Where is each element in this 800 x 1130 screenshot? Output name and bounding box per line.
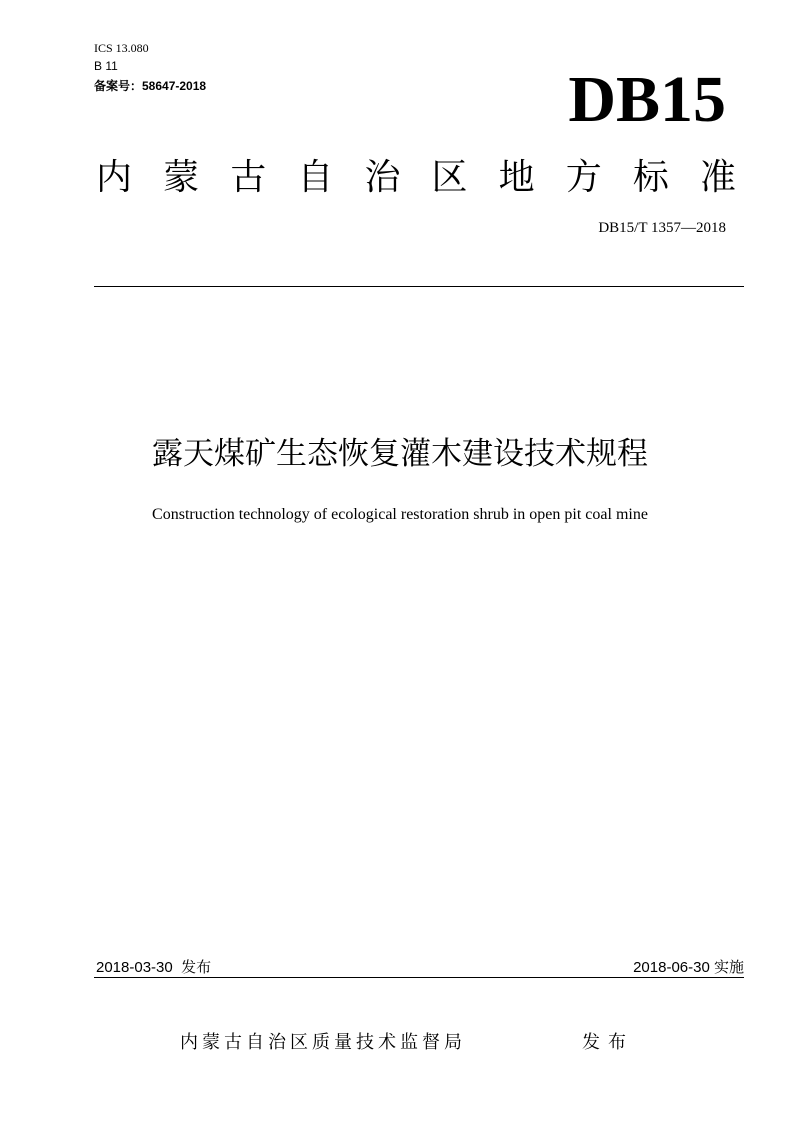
standard-code-logo: DB15 (568, 63, 726, 136)
title-char: 治 (364, 156, 401, 197)
title-char: 内 (96, 156, 133, 197)
classification-code: B 11 (94, 59, 118, 73)
standard-number: DB15/T 1357—2018 (598, 220, 726, 236)
standard-category-title (96, 152, 736, 202)
title-char: 地 (498, 156, 535, 197)
document-title: 露天煤矿生态恢复灌木建设技术规程 (152, 436, 648, 471)
title-char: 蒙 (163, 156, 200, 197)
record-number: 备案号：58647-2018 (94, 79, 207, 93)
title-char: 自 (297, 156, 334, 197)
top-divider (94, 286, 744, 287)
issue-date: 2018-03-30 发布 (96, 959, 212, 976)
issuing-authority: 内蒙古自治区质量技术监督局 (180, 1032, 466, 1052)
document-title-english: Construction technology of ecological restoration shrub in open pit coal mine (152, 506, 648, 523)
title-char: 方 (565, 156, 602, 197)
title-char: 古 (230, 156, 267, 197)
title-char: 区 (431, 156, 468, 197)
implementation-date: 2018-06-30 实施 (633, 959, 744, 976)
bottom-divider (94, 977, 744, 978)
title-char: 标 (632, 156, 669, 197)
ics-code: ICS 13.080 (94, 41, 149, 55)
issuing-authority-suffix: 发布 (582, 1032, 634, 1052)
title-char: 准 (699, 156, 736, 197)
